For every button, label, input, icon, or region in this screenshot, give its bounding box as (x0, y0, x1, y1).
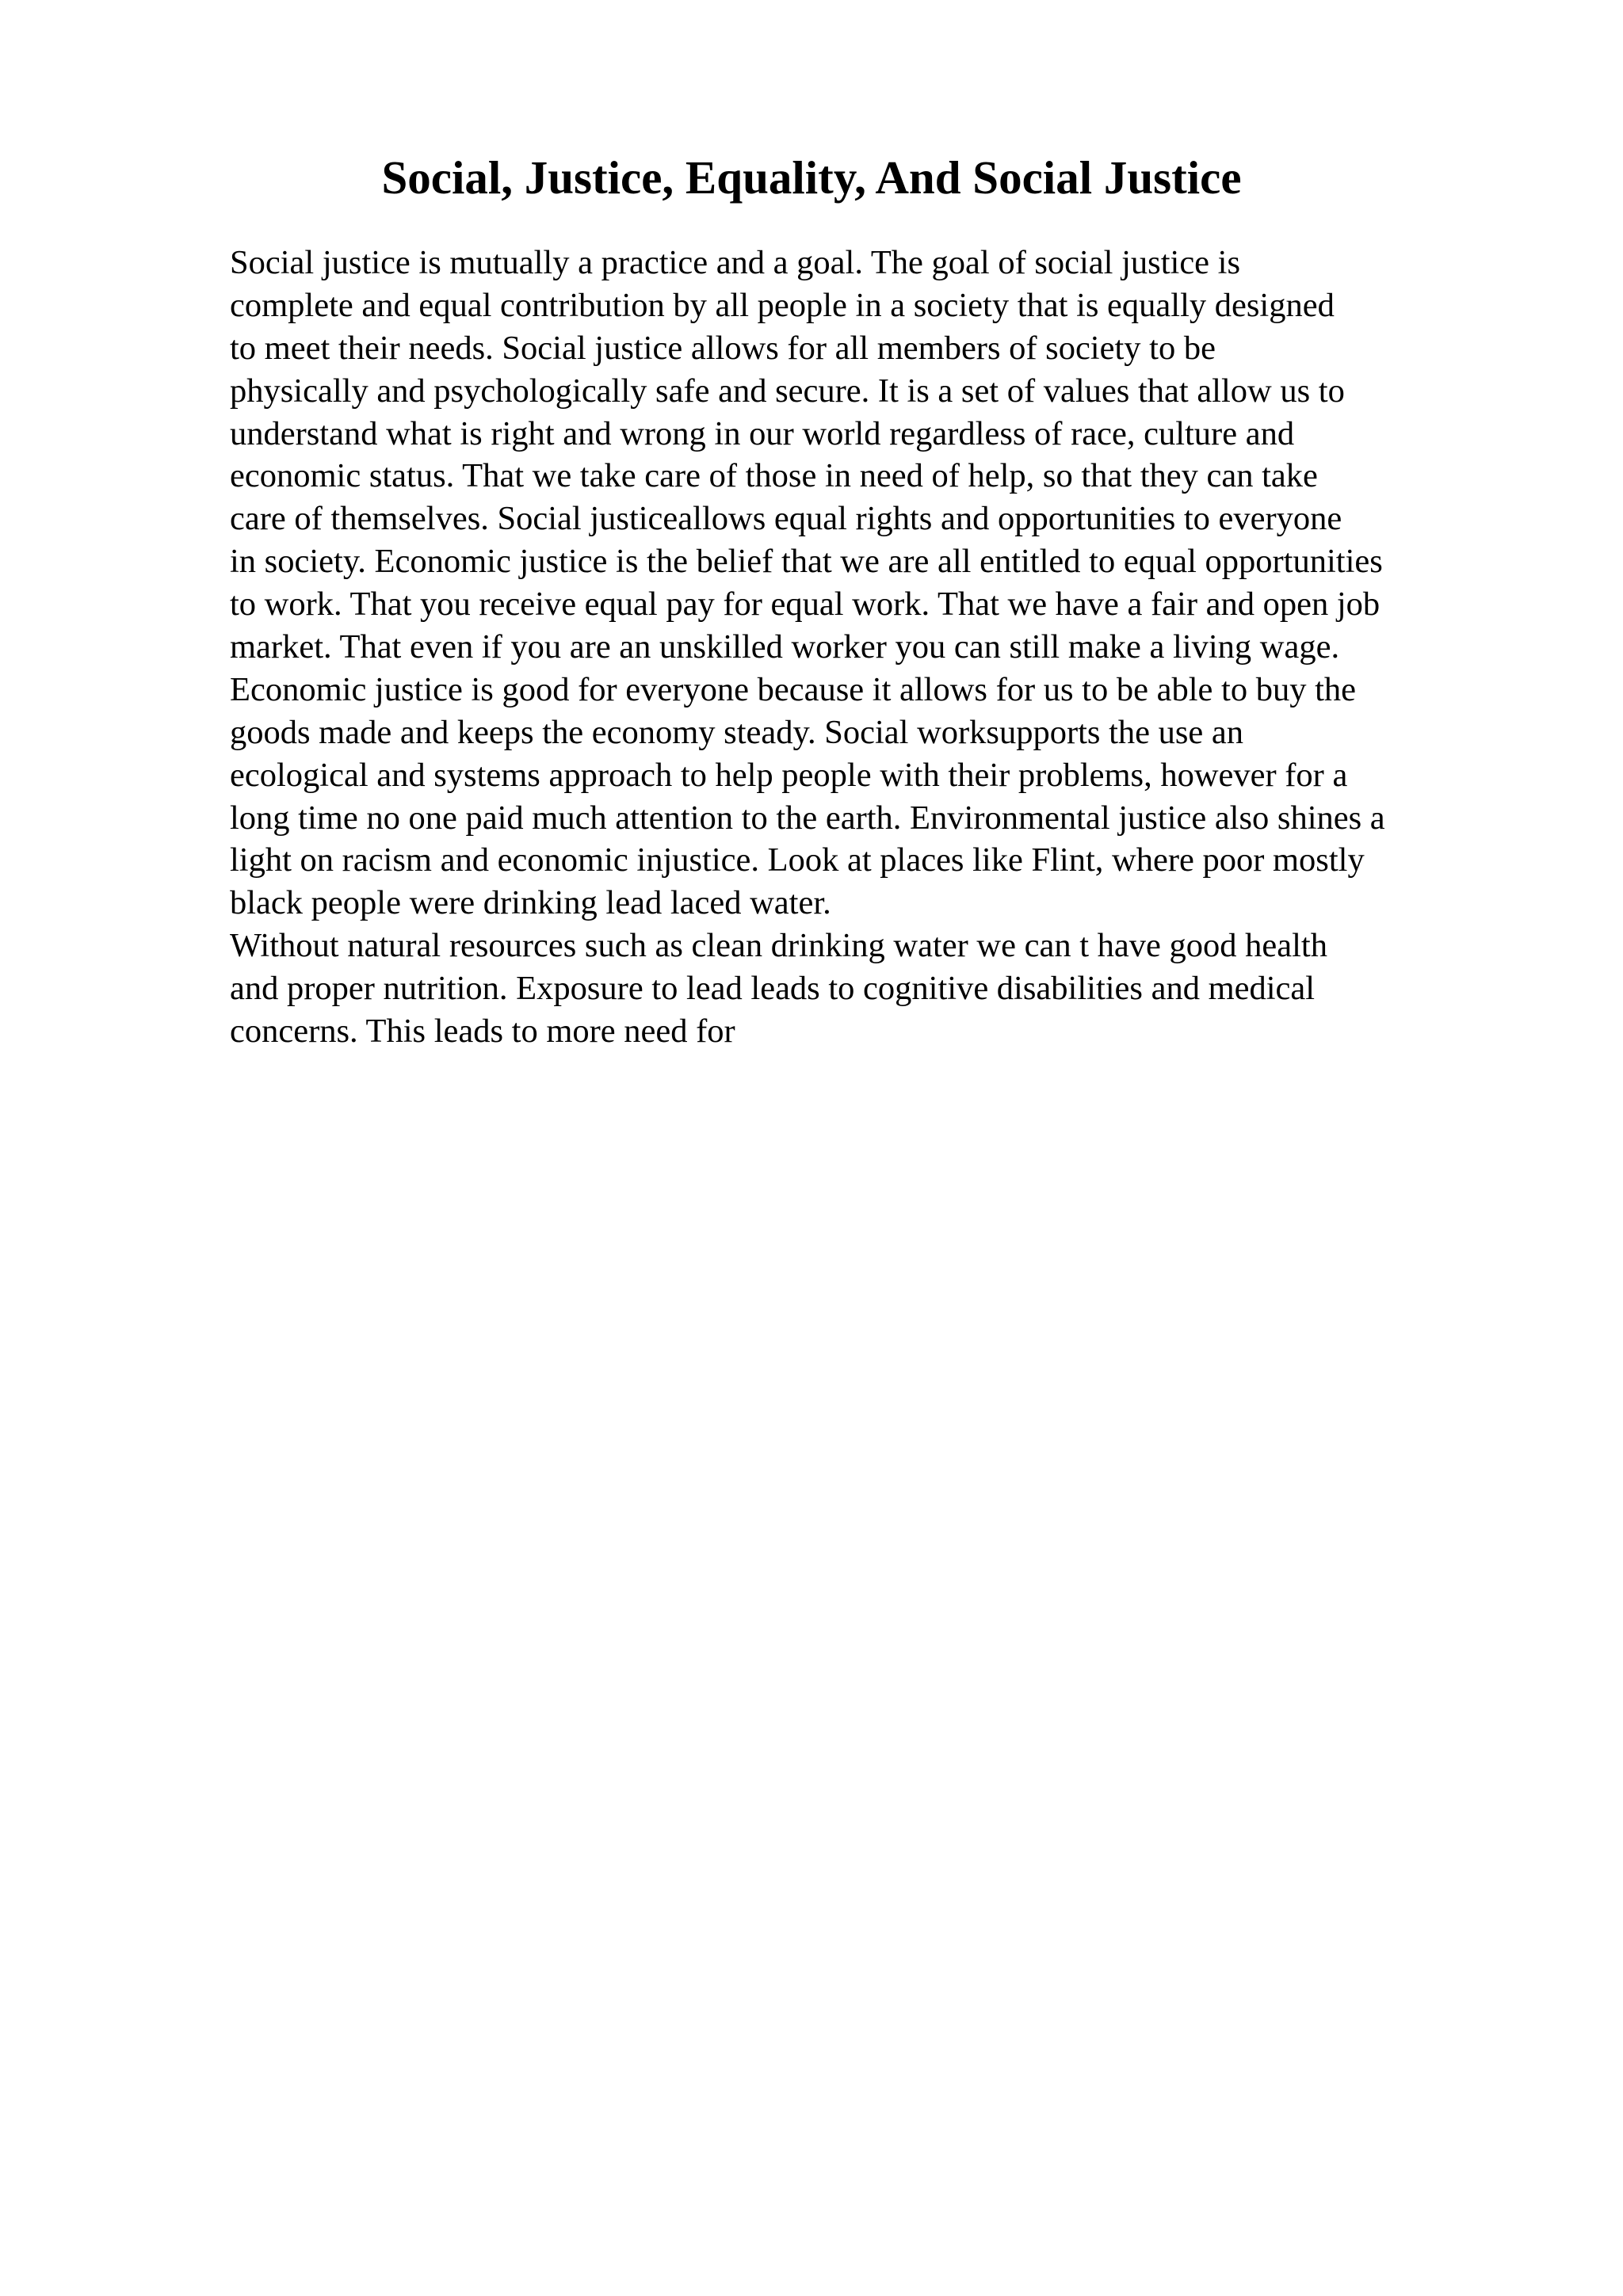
body-line: to meet their needs. Social justice allows for all members of society to be (230, 329, 1216, 367)
body-line: physically and psychologically safe and secure. It is a set of values that allow us to (230, 372, 1345, 410)
document-body (230, 242, 1593, 1053)
body-line: and proper nutrition. Exposure to lead leads to cognitive disabilities and medical (230, 970, 1316, 1008)
body-line: in society. Economic justice is the belief that we are all entitled to equal opportunities (230, 543, 1383, 581)
body-line: care of themselves. Social justiceallows equal rights and opportunities to everyone (230, 500, 1342, 538)
body-line: Social justice is mutually a practice and a goal. The goal of social justice is (230, 244, 1241, 281)
body-line: light on racism and economic injustice. Look at places like Flint, where poor mostly (230, 841, 1365, 879)
body-line: goods made and keeps the economy steady. Social worksupports the use an (230, 713, 1244, 751)
body-line: economic status. That we take care of those in need of help, so that they can take (230, 457, 1318, 495)
body-line: Economic justice is good for everyone because it allows for us to be able to buy the (230, 670, 1356, 708)
body-line: Without natural resources such as clean drinking water we can t have good health (230, 927, 1327, 965)
body-line: concerns. This leads to more need for (230, 1013, 735, 1051)
body-line: ecological and systems approach to help people with their problems, however for a (230, 756, 1348, 794)
body-line: to work. That you receive equal pay for equal work. That we have a fair and open job (230, 585, 1381, 624)
body-line: long time no one paid much attention to the earth. Environmental justice also shines a (230, 799, 1385, 837)
document-title: Social, Justice, Equality, And Social Justice (381, 151, 1242, 204)
body-line: market. That even if you are an unskilled worker you can still make a living wage. (230, 628, 1340, 666)
body-line: understand what is right and wrong in our world regardless of race, culture and (230, 414, 1295, 452)
body-line: complete and equal contribution by all people in a society that is equally designed (230, 286, 1335, 324)
body-line: black people were drinking lead laced water. (230, 884, 831, 922)
